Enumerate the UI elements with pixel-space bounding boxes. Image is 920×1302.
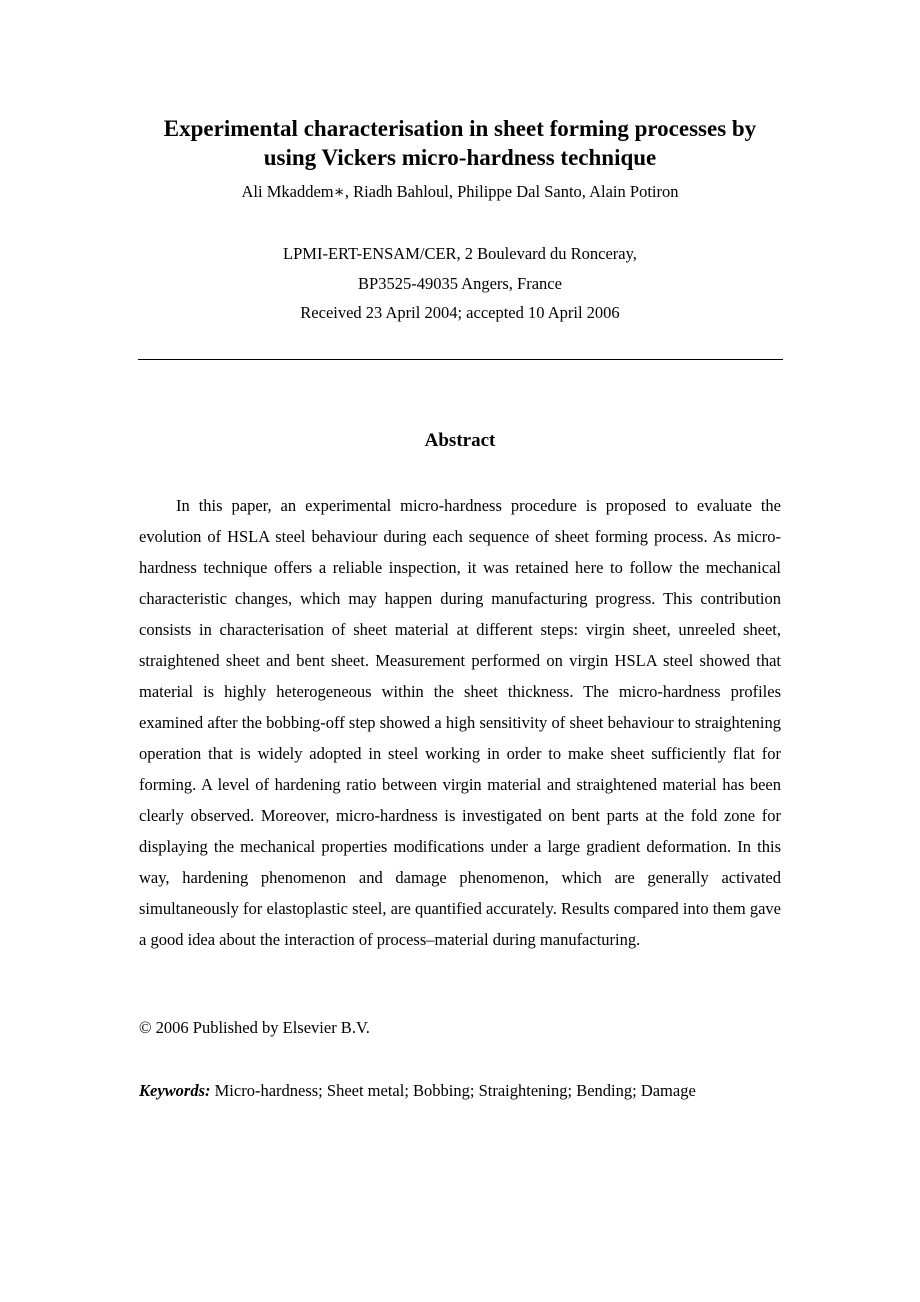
abstract-heading: Abstract bbox=[424, 430, 496, 451]
paper-title bbox=[120, 114, 800, 172]
title-line-2: using Vickers micro-hardness technique bbox=[263, 145, 657, 170]
copyright-notice: © 2006 Published by Elsevier B.V. bbox=[139, 1018, 370, 1037]
affiliation-line-2: BP3525-49035 Angers, France bbox=[358, 274, 562, 293]
abstract-body: In this paper, an experimental micro-hardness procedure is proposed to evaluate the evolution of HSLA steel behaviour during each sequence of sheet forming process. As micro-hardness technique offers a reliable inspection, it was retained here to follow the mechanical characteristic changes, which may happen during manufacturing progress. This contribution consists in characterisation of sheet material at different steps: virgin sheet, unreeled sheet, straightened sheet and bent sheet. Measurement performed on virgin HSLA steel showed that material is highly heterogeneous within the sheet thickness. The micro-hardness profiles examined after the bobbing-off step showed a high sensitivity of sheet behaviour to straightening operation that is widely adopted in steel working in order to make sheet sufficiently flat for forming. A level of hardening ratio between virgin material and straightened material has been clearly observed. Moreover, micro-hardness is investigated on bent parts at the fold zone for displaying the mechanical properties modifications under a large gradient deformation. In this way, hardening phenomenon and damage phenomenon, which are generally activated simultaneously for elastoplastic steel, are quantified accurately. Results compared into them gave a good idea about the interaction of process–material during manufacturing. bbox=[139, 496, 781, 949]
keywords-label: Keywords: bbox=[139, 1081, 211, 1100]
author-list: Ali Mkaddem∗, Riadh Bahloul, Philippe Dal Santo, Alain Potiron bbox=[241, 182, 679, 201]
received-accepted-dates: Received 23 April 2004; accepted 10 April 2006 bbox=[300, 303, 620, 322]
affiliation-line-1: LPMI-ERT-ENSAM/CER, 2 Boulevard du Ronceray, bbox=[283, 244, 637, 263]
header-divider bbox=[138, 359, 783, 360]
keywords-list: Micro-hardness; Sheet metal; Bobbing; Straightening; Bending; Damage bbox=[214, 1081, 696, 1100]
keywords-line bbox=[139, 1078, 799, 1104]
title-line-1: Experimental characterisation in sheet forming processes by bbox=[163, 116, 757, 141]
